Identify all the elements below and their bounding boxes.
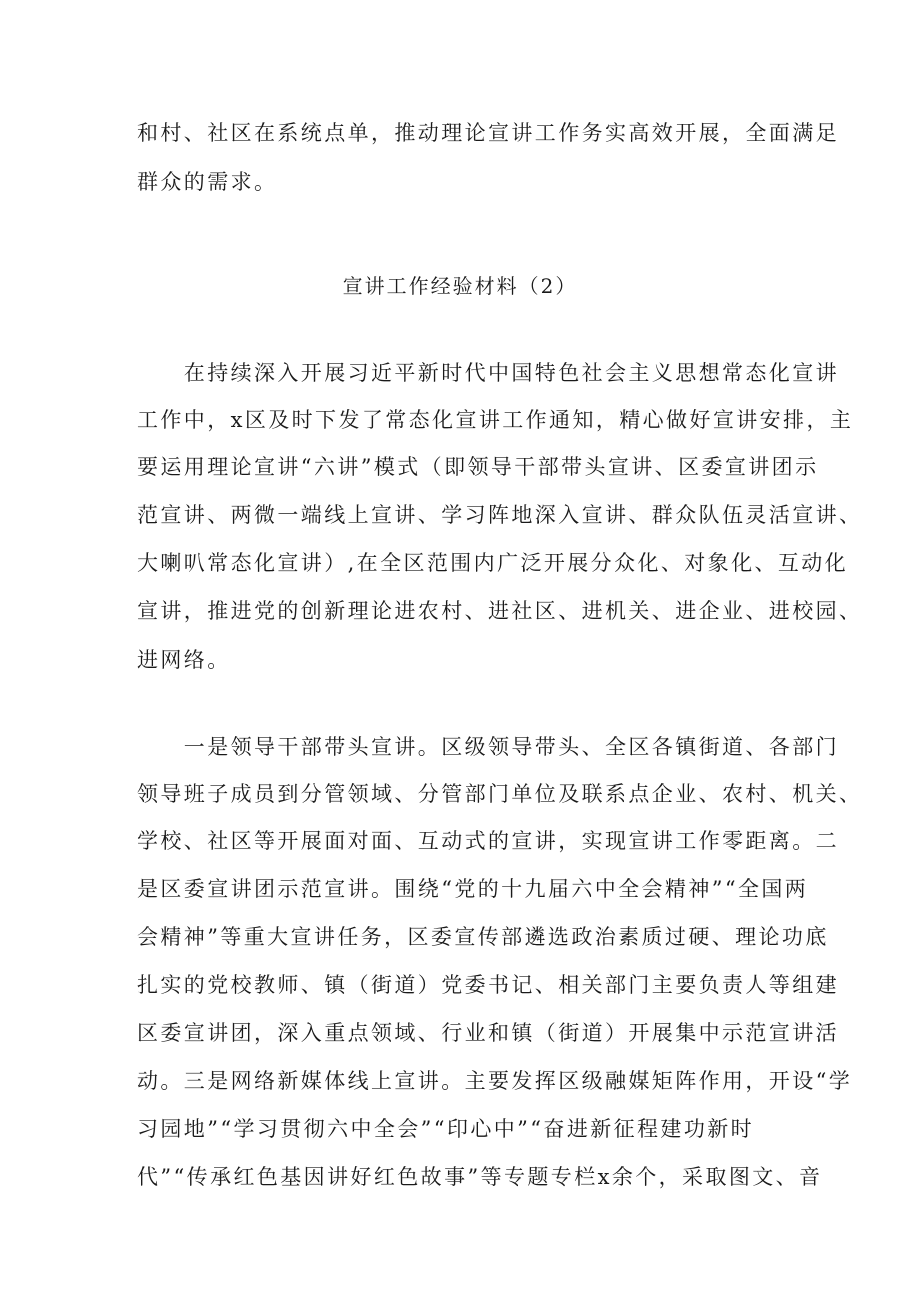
text-line: 工作中，x区及时下发了常态化宣讲工作通知，精心做好宣讲安排，主 (137, 408, 854, 432)
text-line: 动。三是网络新媒体线上宣讲。主要发挥区级融媒矩阵作用，开设“学 (137, 1069, 853, 1093)
text-line: 习园地”“学习贯彻六中全会”“印心中”“奋进新征程建功新时 (137, 1117, 755, 1141)
text-line: 代”“传承红色基因讲好红色故事”等专题专栏x余个，采取图文、音 (137, 1165, 823, 1189)
text-line: 群众的需求。 (137, 170, 278, 194)
text-line: 区委宣讲团，深入重点领域、行业和镇（街道）开展集中示范宣讲活 (137, 1021, 839, 1045)
text-line: 会精神”等重大宣讲任务，区委宣传部遴选政治素质过硬、理论功底 (137, 925, 829, 949)
text-line: 和村、社区在系统点单，推动理论宣讲工作务实高效开展，全面满足 (137, 121, 839, 145)
text-line: 是区委宣讲团示范宣讲。围绕“党的十九届六中全会精神”“全国两 (137, 877, 809, 901)
text-line: 领导班子成员到分管领域、分管部门单位及联系点企业、农村、机关、 (137, 782, 863, 806)
section-title: 宣讲工作经验材料（2） (342, 274, 578, 298)
text-line: 一是领导干部带头宣讲。区级领导带头、全区各镇街道、各部门 (137, 735, 839, 759)
text-line: 进网络。 (137, 648, 231, 672)
text-line: 大喇叭常态化宣讲）,在全区范围内广泛开展分众化、对象化、互动化 (137, 551, 849, 575)
text-line: 在持续深入开展习近平新时代中国特色社会主义思想常态化宣讲 (137, 361, 839, 385)
text-line: 宣讲，推进党的创新理论进农村、进社区、进机关、进企业、进校园、 (137, 599, 863, 623)
text-line: 要运用理论宣讲“六讲”模式（即领导干部带头宣讲、区委宣讲团示 (137, 455, 819, 479)
text-line: 范宣讲、两微一端线上宣讲、学习阵地深入宣讲、群众队伍灵活宣讲、 (137, 503, 863, 527)
text-line: 扎实的党校教师、镇（街道）党委书记、相关部门主要负责人等组建 (137, 973, 839, 997)
text-line: 学校、社区等开展面对面、互动式的宣讲，实现宣讲工作零距离。二 (137, 829, 839, 853)
